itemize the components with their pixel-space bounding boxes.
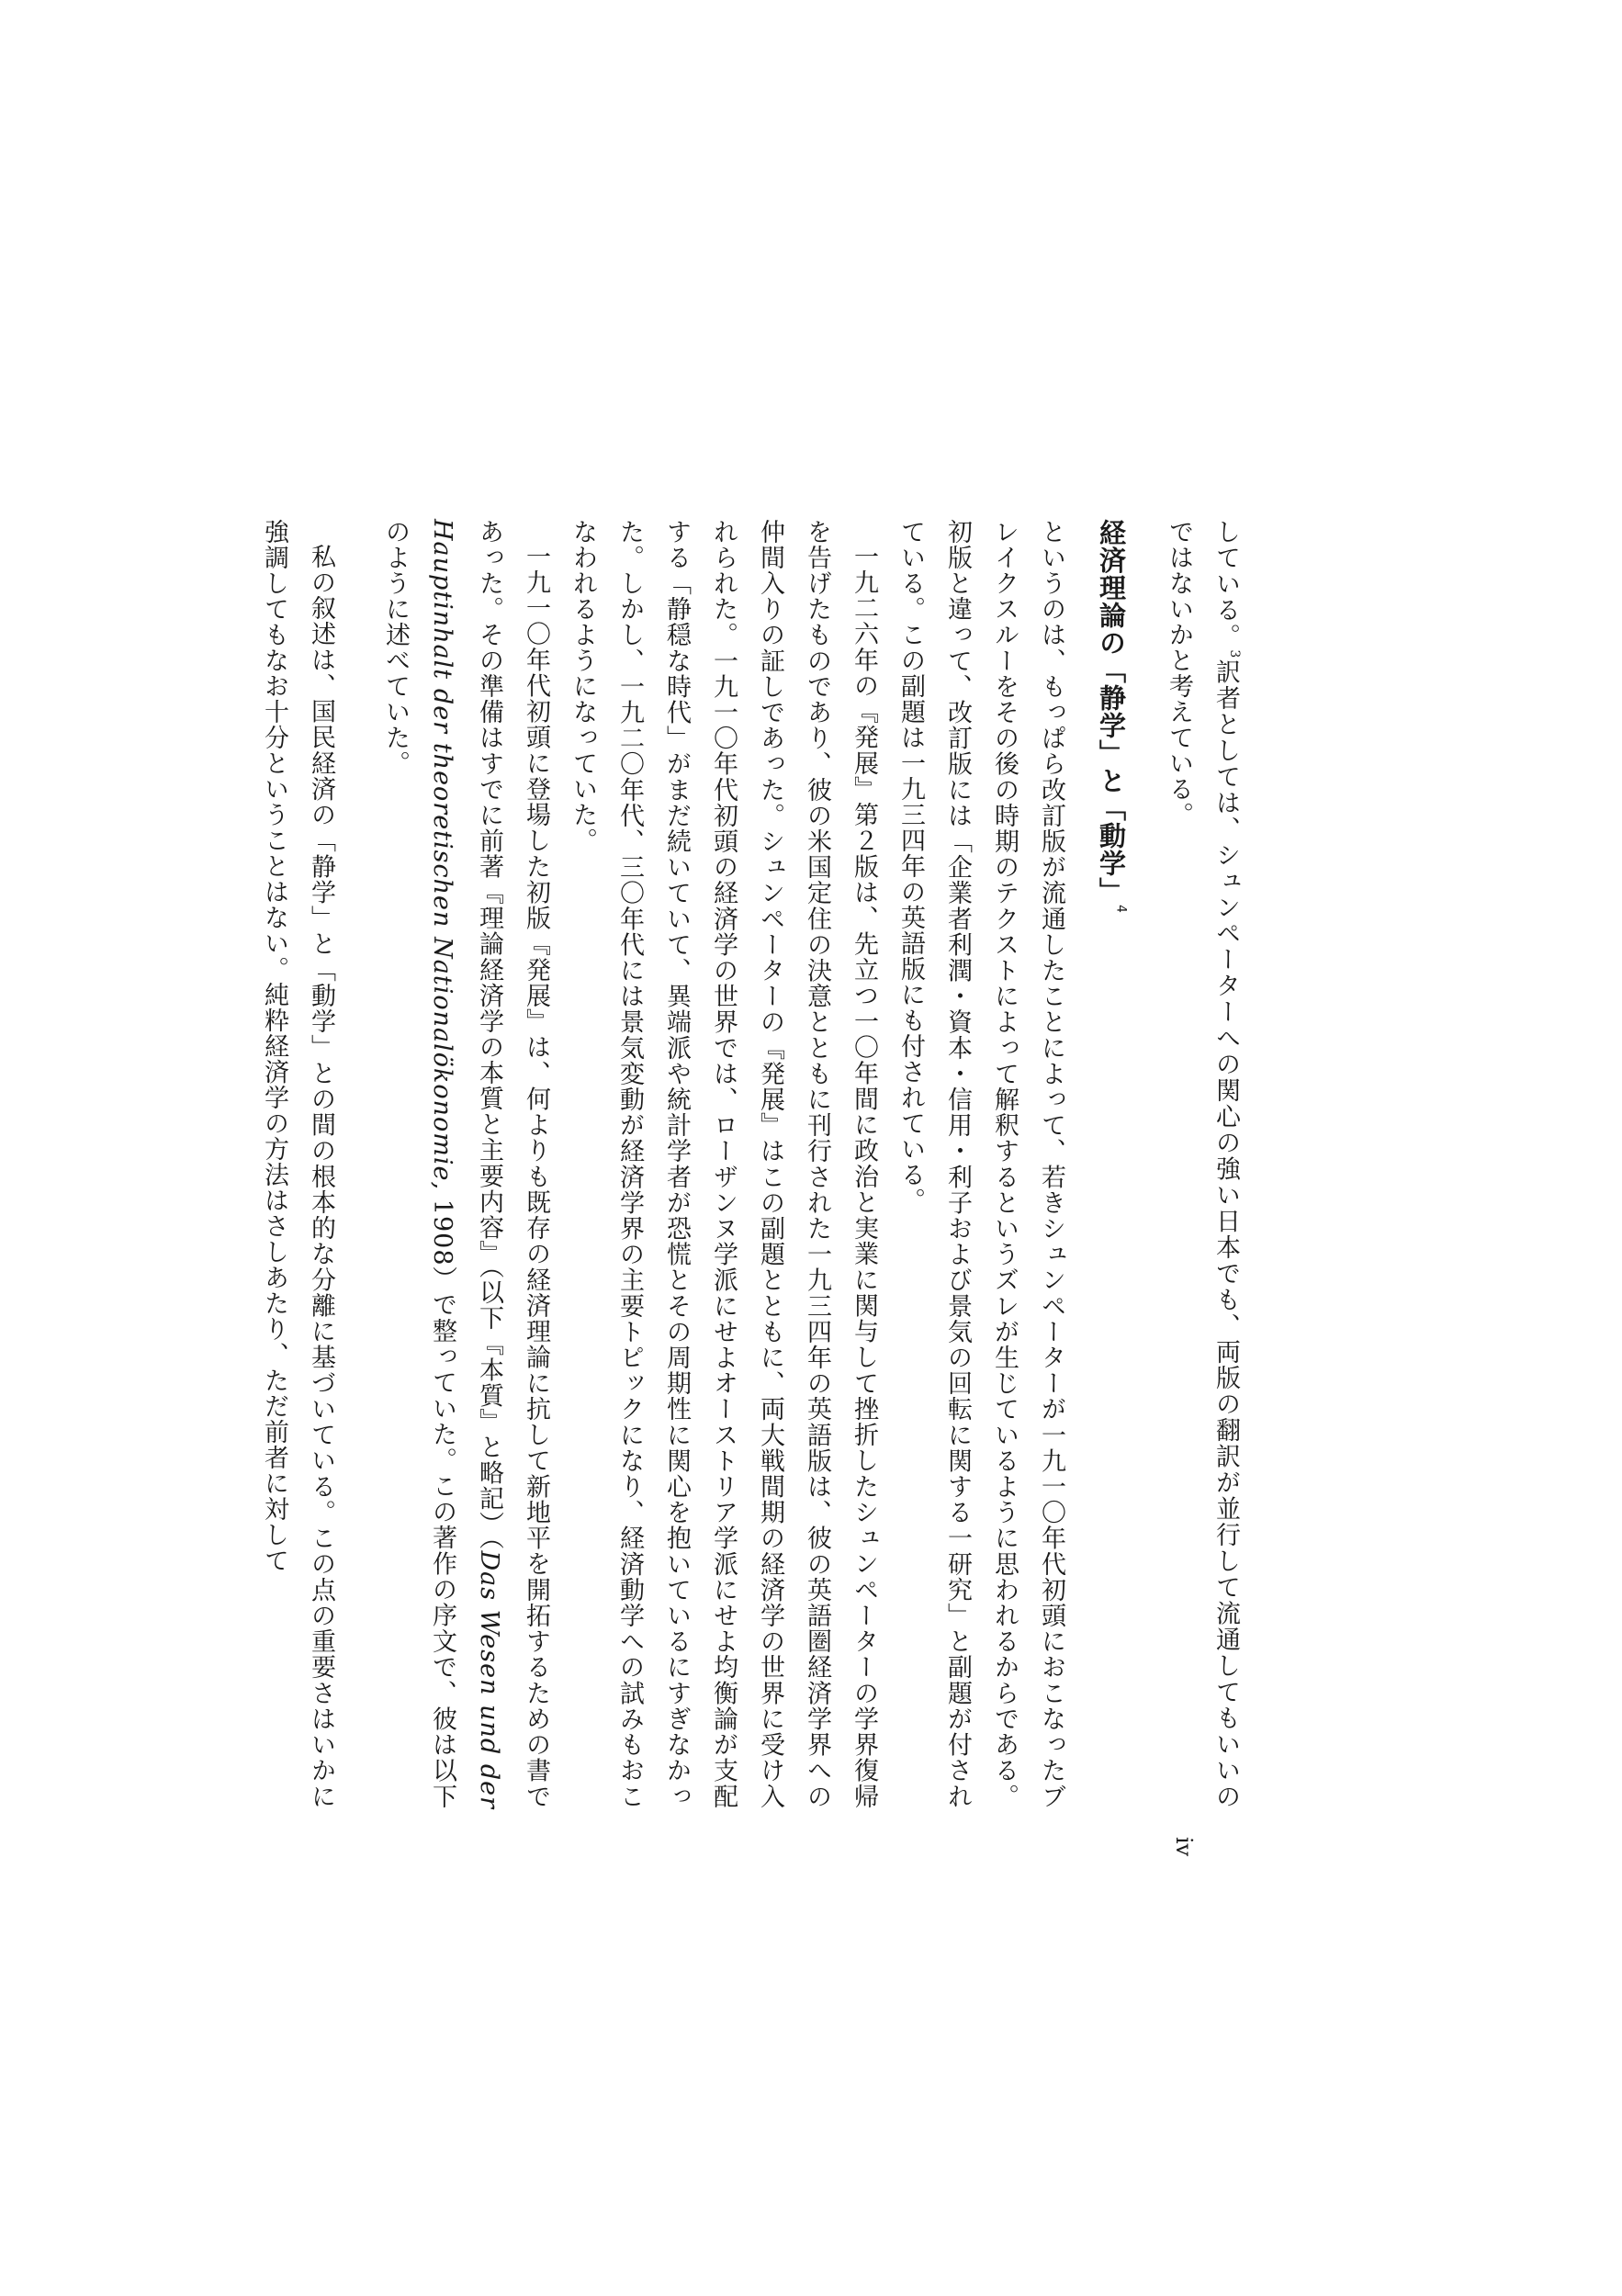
paragraph (372, 519, 559, 1809)
paragraph: 一九二六年の『発展』第２版は、先立つ一〇年間に政治と実業に関与して挫折したシュンペーターの学界復帰を告げたものであり、彼の米国定住の決意とともに刊行された一九三四年の英語版は、彼の英語圏経済学界への仲間入りの証しであった。シュンペーターの『発展』はこの副題とともに、両大戦間期の経済学の世界に受け入れられた。一九一〇年代初頭の経済学の世界では、ローザンヌ学派にせよオーストリア学派にせよ均衡論が支配する「静穏な時代」がまだ続いていて、異端派や統計学者が恐慌とその周期性に関心を抱いているにすぎなかった。しかし、一九二〇年代、三〇年代には景気変動が経済学界の主要トピックになり、経済動学への試みもおこなわれるようになっていた。 (569, 519, 878, 1810)
block-quote: 私の叙述は、国民経済の「静学」と「動学」との間の根本的な分離に基づいている。この点の重要さはいかに強調してもなお十分ということはない。純粋経済学の方法はさしあたり、ただ前者に対して (260, 519, 335, 1809)
book-title-latin: Das Wesen und der Hauptinhalt der theoretischen Nationalökonomie, (428, 519, 503, 1809)
paragraph-text: 一九一〇年代初頭に登場した初版『発展』は、何よりも既存の経済理論に抗して新地平を開拓するための書であった。その準備はすでに前著『理論経済学の本質と主要内容』（以下『本質』と略記）（ (475, 519, 550, 1809)
paragraph-continuation (1155, 519, 1249, 1809)
section-heading (1091, 519, 1132, 1809)
paragraph-text: 1908）で整っていた。この著作の序文で、彼は以下のように述べていた。 (381, 519, 456, 1810)
section-heading-text: 経済理論の「静学」と「動学」 (1096, 519, 1127, 905)
footnote-marker[interactable]: 3 (1227, 649, 1242, 659)
page-number: iv (1171, 1837, 1197, 1857)
vertical-text-body (260, 519, 1249, 1810)
footnote-marker[interactable]: 4 (1113, 905, 1129, 914)
paragraph: というのは、もっぱら改訂版が流通したことによって、若きシュンペーターが一九一〇年代初頭におこなったブレイクスルーをその後の時期のテクストによって解釈するというズレが生じているように思われるからである。初版と違って、改訂版には「企業者利潤・資本・信用・利子および景気の回転に関する一研究」と副題が付されている。この副題は一九三四年の英語版にも付されている。 (896, 519, 1065, 1810)
paragraph-text: している。 (1211, 519, 1240, 650)
paragraph-text: 訳者としては、シュンペーターへの関心の強い日本でも、両版の翻訳が並行して流通してもいいのではないかと考えている。 (1165, 519, 1240, 1810)
